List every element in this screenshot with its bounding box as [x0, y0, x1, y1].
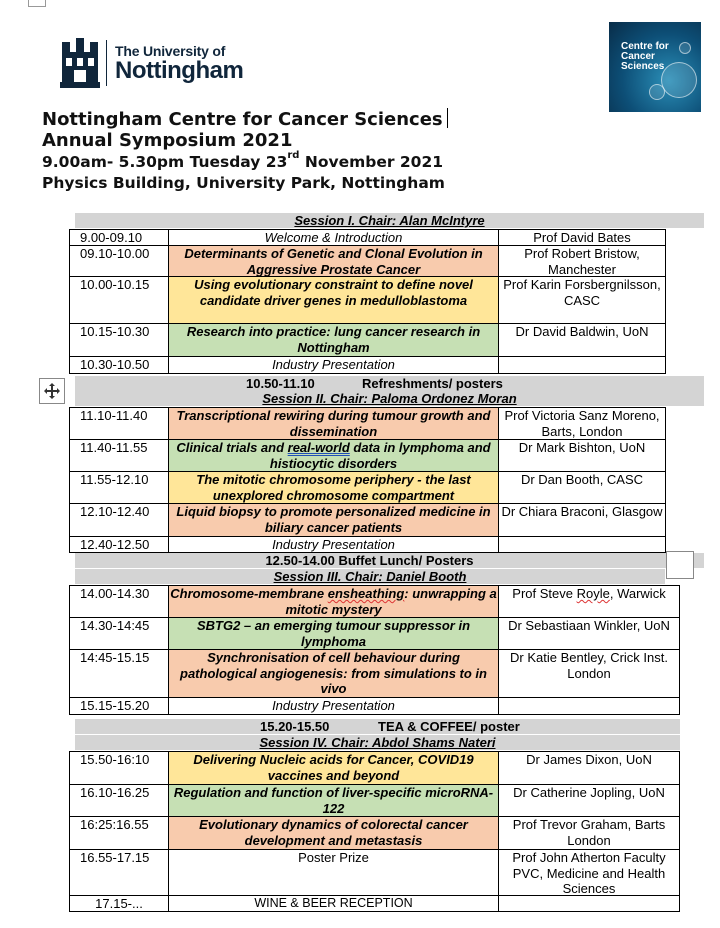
row-speaker: Prof Robert Bristow, Manchester	[498, 245, 666, 277]
row-time: 10.00-10.15	[69, 276, 169, 324]
row-title: WINE & BEER RECEPTION	[168, 895, 499, 912]
heading-date	[42, 151, 443, 173]
badge-text	[621, 42, 669, 72]
row-time: 16.10-16.25	[69, 784, 169, 817]
row-speaker: Dr James Dixon, UoN	[498, 751, 680, 785]
row-time: 14.30-14:45	[69, 617, 169, 650]
row-title: Determinants of Genetic and Clonal Evolution in Aggressive Prostate Cancer	[168, 245, 499, 277]
row-title: Evolutionary dynamics of colorectal cancer development and metastasis	[168, 816, 499, 850]
session-header	[75, 735, 680, 750]
title-part: ensheathing	[327, 586, 405, 601]
row-speaker: Dr Dan Booth, CASC	[498, 471, 666, 504]
row-title: Delivering Nucleic acids for Cancer, COVID19 vaccines and beyond	[168, 751, 499, 785]
title-part: Chromosome-membrane	[170, 586, 328, 601]
row-title: The mitotic chromosome periphery - the last unexplored chromosome compartment	[168, 471, 499, 504]
break-time: 10.50-11.10	[246, 376, 315, 391]
row-title: Welcome & Introduction	[168, 229, 499, 246]
session-title: Session IV. Chair: Abdol Shams Nateri	[259, 735, 496, 750]
logo-line1: The University of	[115, 43, 226, 59]
move-arrows-icon[interactable]	[39, 378, 65, 404]
row-time: 11.10-11.40	[69, 407, 169, 440]
heading-title	[42, 108, 448, 131]
date-sup: rd	[287, 150, 300, 161]
row-time: 9.00-09.10	[69, 229, 169, 246]
row-title: Poster Prize	[168, 849, 499, 896]
break-label: Refreshments/ posters	[362, 376, 503, 391]
session-title: Session I. Chair: Alan McIntyre	[294, 213, 485, 228]
title-part: : unwrapping a mitotic mystery	[285, 586, 497, 617]
row-time: 16:25:16.55	[69, 816, 169, 850]
row-time: 12.10-12.40	[69, 503, 169, 537]
break-label: TEA & COFFEE/ poster	[378, 719, 520, 734]
logo-divider	[106, 40, 107, 86]
university-crest-icon	[60, 38, 100, 88]
row-speaker	[498, 536, 666, 553]
session-header	[75, 569, 665, 584]
row-speaker	[498, 895, 680, 912]
row-title: Using evolutionary constraint to define novel candidate driver genes in medulloblastoma	[168, 276, 499, 324]
speaker-part: , Warwick	[609, 586, 666, 601]
title-part: real-world	[287, 440, 350, 455]
row-speaker: Dr David Baldwin, UoN	[498, 323, 666, 357]
row-time: 15.50-16:10	[69, 751, 169, 785]
title-part: Clinical trials and	[176, 440, 288, 455]
row-speaker: Dr Katie Bentley, Crick Inst. London	[498, 649, 680, 698]
table-resize-handle[interactable]	[666, 551, 694, 579]
row-title: Industry Presentation	[168, 536, 499, 553]
break-row	[75, 719, 680, 734]
row-title	[168, 585, 499, 618]
row-speaker: Prof David Bates	[498, 229, 666, 246]
move-arrows-glyph	[43, 382, 61, 400]
badge-bubble	[649, 84, 665, 100]
heading-subtitle: Annual Symposium 2021	[42, 130, 293, 151]
row-time: 14:45-15.15	[69, 649, 169, 698]
date-post: November 2021	[299, 153, 444, 171]
row-title	[168, 439, 499, 472]
row-title: Regulation and function of liver-specific microRNA-122	[168, 784, 499, 817]
break-row: 12.50-14.00 Buffet Lunch/ Posters	[75, 553, 704, 568]
row-title: Synchronisation of cell behaviour during pathological angiogenesis: from simulations to in vivo	[168, 649, 499, 698]
row-time: 16.55-17.15	[69, 849, 169, 896]
ccs-badge	[609, 22, 701, 112]
row-time: 10.15-10.30	[69, 323, 169, 357]
heading-venue: Physics Building, University Park, Nottingham	[42, 174, 445, 192]
row-time: 12.40-12.50	[69, 536, 169, 553]
row-title: Industry Presentation	[168, 697, 499, 715]
badge-line2: Cancer	[621, 51, 655, 62]
row-speaker: Prof Karin Forsbergnilsson, CASC	[498, 276, 666, 324]
logo-line2: Nottingham	[115, 57, 244, 84]
row-time: 11.55-12.10	[69, 471, 169, 504]
row-time: 15.15-15.20	[69, 697, 169, 715]
session-header	[75, 213, 704, 228]
row-speaker: Dr Sebastiaan Winkler, UoN	[498, 617, 680, 650]
row-speaker	[498, 697, 680, 715]
row-time: 09.10-10.00	[69, 245, 169, 277]
row-speaker: Dr Mark Bishton, UoN	[498, 439, 666, 472]
badge-line1: Centre for	[621, 41, 669, 52]
break-time: 15.20-15.50	[260, 719, 330, 734]
session-header	[75, 391, 704, 406]
title-part: data in lymphoma and histiocytic disorders	[269, 440, 491, 471]
row-time: 14.00-14.30	[69, 585, 169, 618]
row-title: Transcriptional rewiring during tumour growth and dissemination	[168, 407, 499, 440]
speaker-part: Royle	[576, 586, 610, 601]
row-title: SBTG2 – an emerging tumour suppressor in lymphoma	[168, 617, 499, 650]
session-title: Session II. Chair: Paloma Ordonez Moran	[262, 391, 517, 406]
logo-text	[115, 43, 243, 83]
row-time: 11.40-11.55	[69, 439, 169, 472]
row-speaker	[498, 585, 680, 618]
speaker-part: Prof Steve	[512, 586, 577, 601]
text-cursor	[447, 108, 448, 128]
row-title: Research into practice: lung cancer research in Nottingham	[168, 323, 499, 357]
row-speaker: Prof John Atherton Faculty PVC, Medicine and Health Sciences	[498, 849, 680, 896]
date-pre: 9.00am- 5.30pm Tuesday 23	[42, 153, 288, 171]
row-title: Industry Presentation	[168, 356, 499, 374]
badge-bubble	[679, 42, 691, 54]
row-speaker: Prof Trevor Graham, Barts London	[498, 816, 680, 850]
row-speaker	[498, 356, 666, 374]
heading-title-text: Nottingham Centre for Cancer Sciences	[42, 109, 443, 130]
page-corner-mark	[28, 0, 46, 7]
session-title: Session III. Chair: Daniel Booth	[273, 569, 467, 584]
row-title: Liquid biopsy to promote personalized medicine in biliary cancer patients	[168, 503, 499, 537]
row-time: 17.15-...	[69, 895, 169, 912]
row-speaker: Dr Chiara Braconi, Glasgow	[498, 503, 666, 537]
row-speaker: Prof Victoria Sanz Moreno, Barts, London	[498, 407, 666, 440]
row-time: 10.30-10.50	[69, 356, 169, 374]
break-row	[75, 376, 704, 391]
row-speaker: Dr Catherine Jopling, UoN	[498, 784, 680, 817]
badge-line3: Sciences	[621, 61, 665, 72]
university-logo	[60, 38, 243, 88]
